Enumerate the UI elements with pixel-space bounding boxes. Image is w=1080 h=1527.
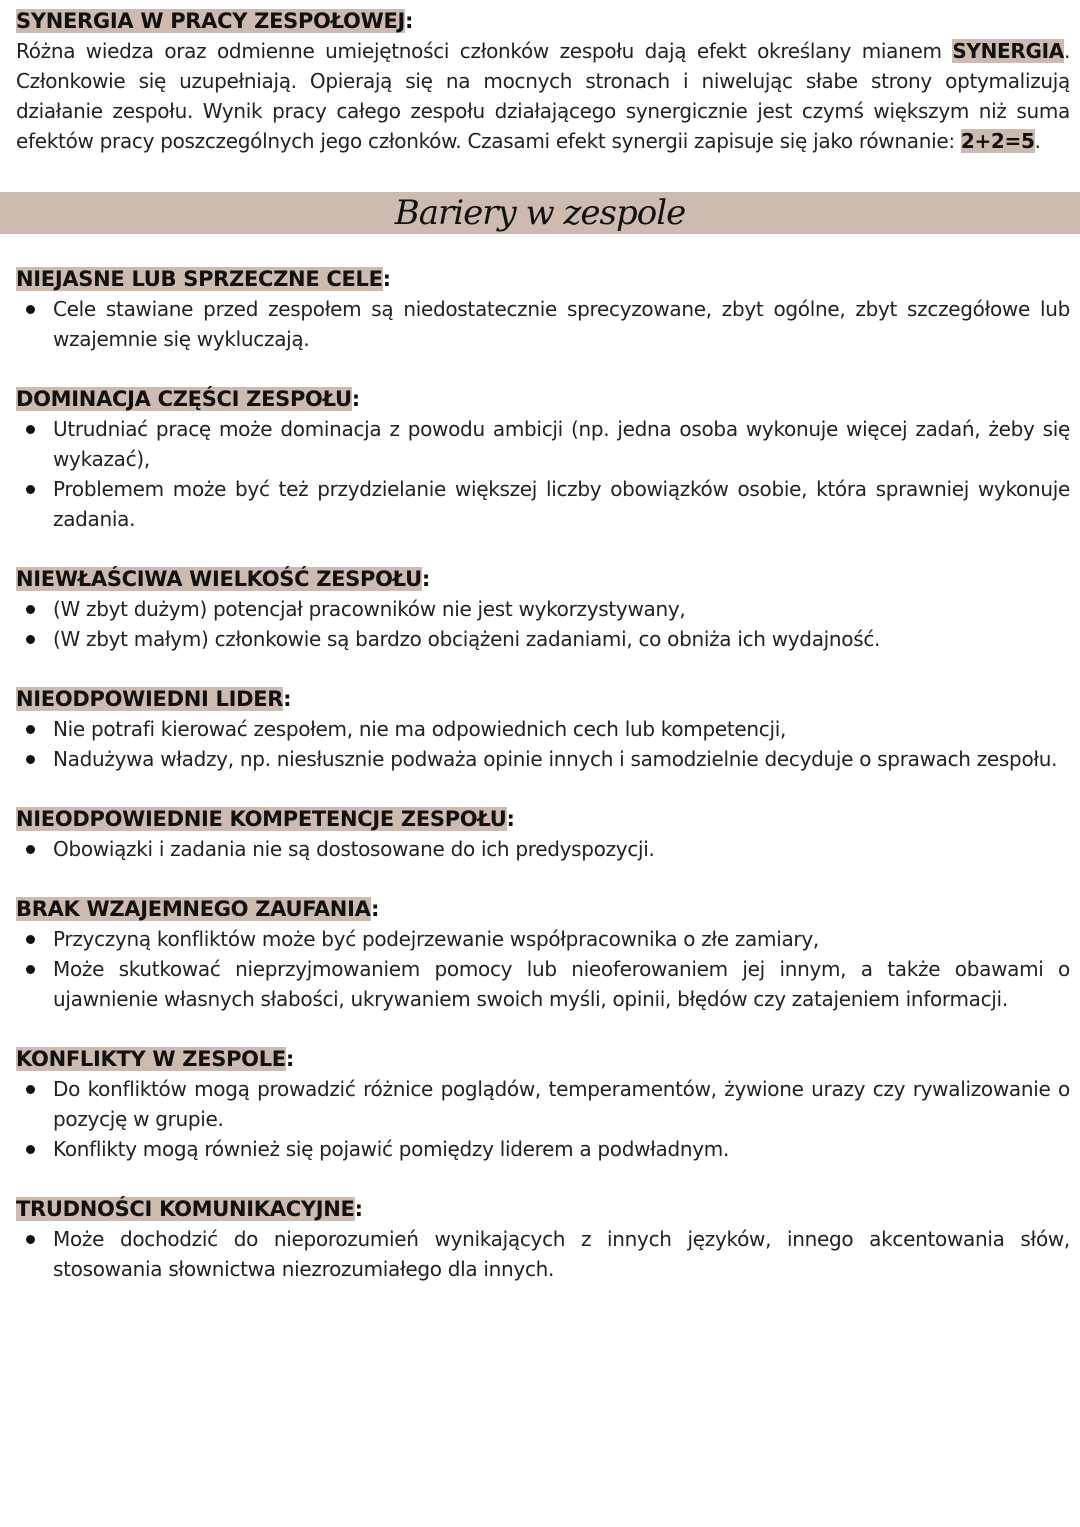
section-banner [0,192,1080,234]
list-item: Utrudniać pracę może dominacja z powodu ambicji (np. jedna osoba wykonuje więcej zadań, żeby się wykazać), [53,414,1070,474]
barrier-heading: NIEWŁAŚCIWA WIELKOŚĆ ZESPOŁU: [16,567,430,591]
barrier-section [16,804,1070,864]
synergia-term: SYNERGIA [952,39,1064,63]
barrier-heading: TRUDNOŚCI KOMUNIKACYJNE: [16,1197,363,1221]
barrier-bullets [16,924,1070,1014]
list-item: (W zbyt małym) członkowie są bardzo obciążeni zadaniami, co obniża ich wydajność. [53,624,1070,654]
barrier-bullets [16,834,1070,864]
barrier-section [16,1194,1070,1284]
barriers-list [16,264,1070,1314]
barrier-section [16,1044,1070,1164]
barrier-heading: BRAK WZAJEMNEGO ZAUFANIA: [16,897,380,921]
barrier-heading: DOMINACJA CZĘŚCI ZESPOŁU: [16,387,360,411]
barrier-bullets [16,414,1070,534]
intro-heading: SYNERGIA W PRACY ZESPOŁOWEJ: [16,9,414,33]
list-item: Przyczyną konfliktów może być podejrzewanie współpracownika o złe zamiary, [53,924,1070,954]
barrier-heading: KONFLIKTY W ZESPOLE: [16,1047,294,1071]
barrier-section [16,384,1070,534]
barrier-heading: NIEJASNE LUB SPRZECZNE CELE: [16,267,391,291]
list-item: Może skutkować nieprzyjmowaniem pomocy lub nieoferowaniem jej innym, a także obawami o ujawnienie własnych słabości, ukrywaniem swoich myśli, opinii, błędów czy zatajeniem informacji. [53,954,1070,1014]
list-item: Problemem może być też przydzielanie większej liczby obowiązków osobie, która sprawniej wykonuje zadania. [53,474,1070,534]
list-item: Konflikty mogą również się pojawić pomiędzy liderem a podwładnym. [53,1134,1070,1164]
barrier-heading: NIEODPOWIEDNI LIDER: [16,687,292,711]
list-item: Cele stawiane przed zespołem są niedostatecznie sprecyzowane, zbyt ogólne, zbyt szczegółowe lub wzajemnie się wykluczają. [53,294,1070,354]
list-item: Do konfliktów mogą prowadzić różnice poglądów, temperamentów, żywione urazy czy rywalizowanie o pozycję w grupie. [53,1074,1070,1134]
barrier-section [16,264,1070,354]
barrier-bullets [16,294,1070,354]
barrier-section [16,564,1070,654]
barrier-bullets [16,594,1070,654]
intro-paragraph: Różna wiedza oraz odmienne umiejętności członków zespołu dają efekt określany mianem SYNERGIA. Członkowie się uzupełniają. Opierają się na mocnych stronach i niwelując słabe strony optymalizują działanie zespołu. Wynik pracy całego zespołu działającego synergicznie jest czymś większym niż suma efektów pracy poszczególnych jego członków. Czasami efekt synergii zapisuje się jako równanie: 2+2=5. [16,39,1070,153]
list-item: Nadużywa władzy, np. niesłusznie podważa opinie innych i samodzielnie decyduje o sprawach zespołu. [53,744,1070,774]
barrier-section [16,684,1070,774]
barrier-bullets [16,1074,1070,1164]
list-item: Może dochodzić do nieporozumień wynikających z innych języków, innego akcentowania słów, stosowania słownictwa niezrozumiałego dla innych. [53,1224,1070,1284]
barrier-bullets [16,1224,1070,1284]
list-item: Obowiązki i zadania nie są dostosowane do ich predyspozycji. [53,834,1070,864]
intro-section [16,6,1070,156]
barrier-section [16,894,1070,1014]
banner-title: Bariery w zespole [394,193,686,233]
list-item: (W zbyt dużym) potencjał pracowników nie jest wykorzystywany, [53,594,1070,624]
barrier-bullets [16,714,1070,774]
list-item: Nie potrafi kierować zespołem, nie ma odpowiednich cech lub kompetencji, [53,714,1070,744]
barrier-heading: NIEODPOWIEDNIE KOMPETENCJE ZESPOŁU: [16,807,515,831]
equation: 2+2=5 [960,129,1035,153]
